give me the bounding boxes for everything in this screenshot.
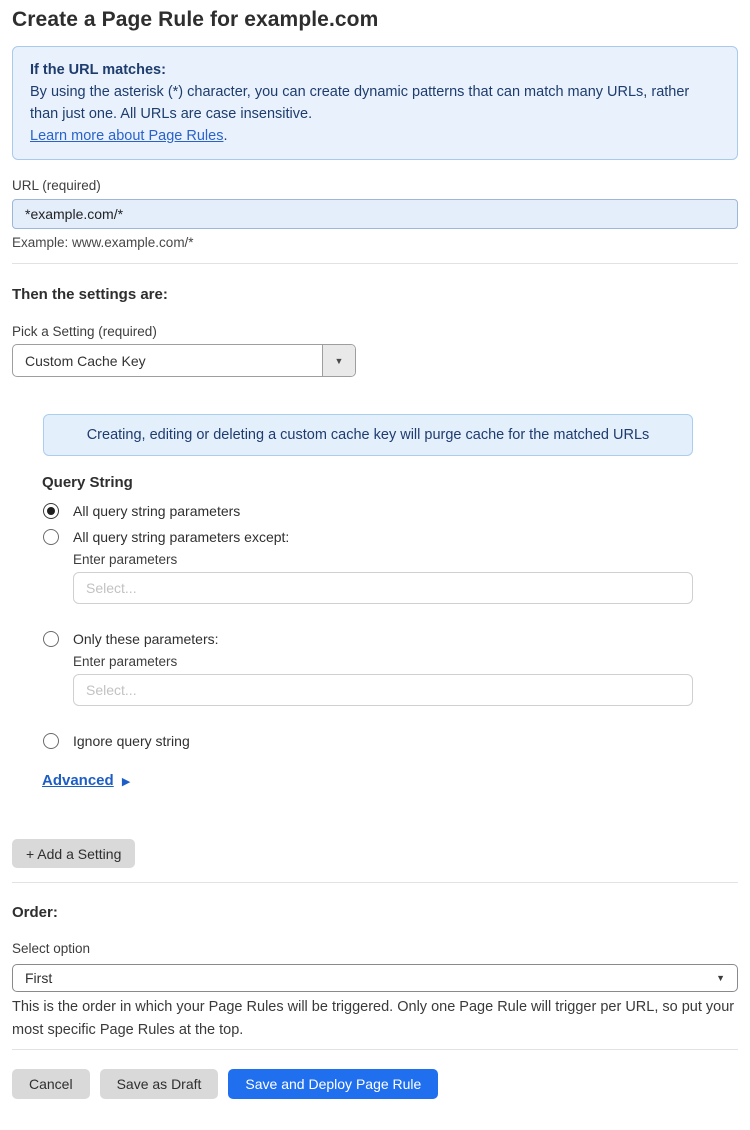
cache-key-notice-text: Creating, editing or deleting a custom cache key will purge cache for the matched URLs [86, 427, 650, 443]
order-heading: Order: [12, 904, 58, 921]
save-and-deploy-button[interactable]: Save and Deploy Page Rule [228, 1069, 438, 1099]
enter-parameters-label: Enter parameters [73, 654, 178, 669]
only-parameters-input[interactable] [73, 674, 693, 706]
cache-key-notice [43, 414, 693, 456]
advanced-row [42, 772, 738, 789]
setting-dropdown[interactable] [12, 344, 356, 377]
cancel-button[interactable]: Cancel [12, 1069, 90, 1099]
order-dropdown[interactable] [12, 964, 738, 992]
order-select-label: Select option [12, 941, 91, 956]
pick-setting-label: Pick a Setting (required) [12, 324, 157, 339]
info-box-heading: If the URL matches: [30, 62, 166, 78]
radio-only-these-params[interactable] [43, 631, 738, 647]
settings-heading: Then the settings are: [12, 286, 168, 303]
page-title: Create a Page Rule for example.com [12, 8, 379, 31]
info-box-body: By using the asterisk (*) character, you can create dynamic patterns that can match many URLs, rather than just one. All URLs are case insensitive. [30, 84, 690, 122]
radio-button-icon[interactable] [43, 733, 59, 749]
radio-all-query-params[interactable] [43, 503, 738, 519]
chevron-down-icon: ▼ [322, 345, 355, 376]
save-as-draft-button[interactable]: Save as Draft [100, 1069, 219, 1099]
divider [12, 263, 738, 264]
order-help-text: This is the order in which your Page Rules will be triggered. Only one Page Rule will trigger per URL, so put your most specific Page Rules at the top. [12, 999, 735, 1038]
radio-button-icon[interactable] [43, 529, 59, 545]
advanced-link[interactable]: Advanced [42, 772, 114, 789]
url-input[interactable] [12, 199, 738, 229]
divider [12, 1049, 738, 1050]
except-parameters-input[interactable] [73, 572, 693, 604]
radio-label: All query string parameters [73, 503, 241, 519]
info-box-link-line [30, 125, 720, 147]
radio-button-icon[interactable] [43, 631, 59, 647]
url-label: URL (required) [12, 178, 101, 193]
radio-label: Only these parameters: [73, 631, 219, 647]
radio-ignore-query-string[interactable] [43, 733, 738, 749]
radio-label: Ignore query string [73, 733, 190, 749]
advanced-arrow-icon: ▶ [121, 776, 131, 788]
link-period: . [223, 128, 228, 144]
url-example-text: Example: www.example.com/* [12, 235, 194, 250]
learn-more-link[interactable]: Learn more about Page Rules [30, 128, 224, 144]
radio-all-params-except[interactable] [43, 529, 738, 545]
order-dropdown-value: First [25, 970, 53, 986]
url-match-info-box [12, 46, 738, 160]
radio-button-icon[interactable] [43, 503, 59, 519]
chevron-down-icon: ▼ [716, 973, 725, 983]
enter-parameters-label: Enter parameters [73, 552, 178, 567]
footer-buttons [12, 1069, 738, 1099]
divider [12, 882, 738, 883]
query-string-heading: Query String [42, 474, 133, 491]
add-setting-button[interactable]: + Add a Setting [12, 839, 135, 868]
radio-label: All query string parameters except: [73, 529, 290, 545]
setting-dropdown-value: Custom Cache Key [25, 352, 146, 369]
